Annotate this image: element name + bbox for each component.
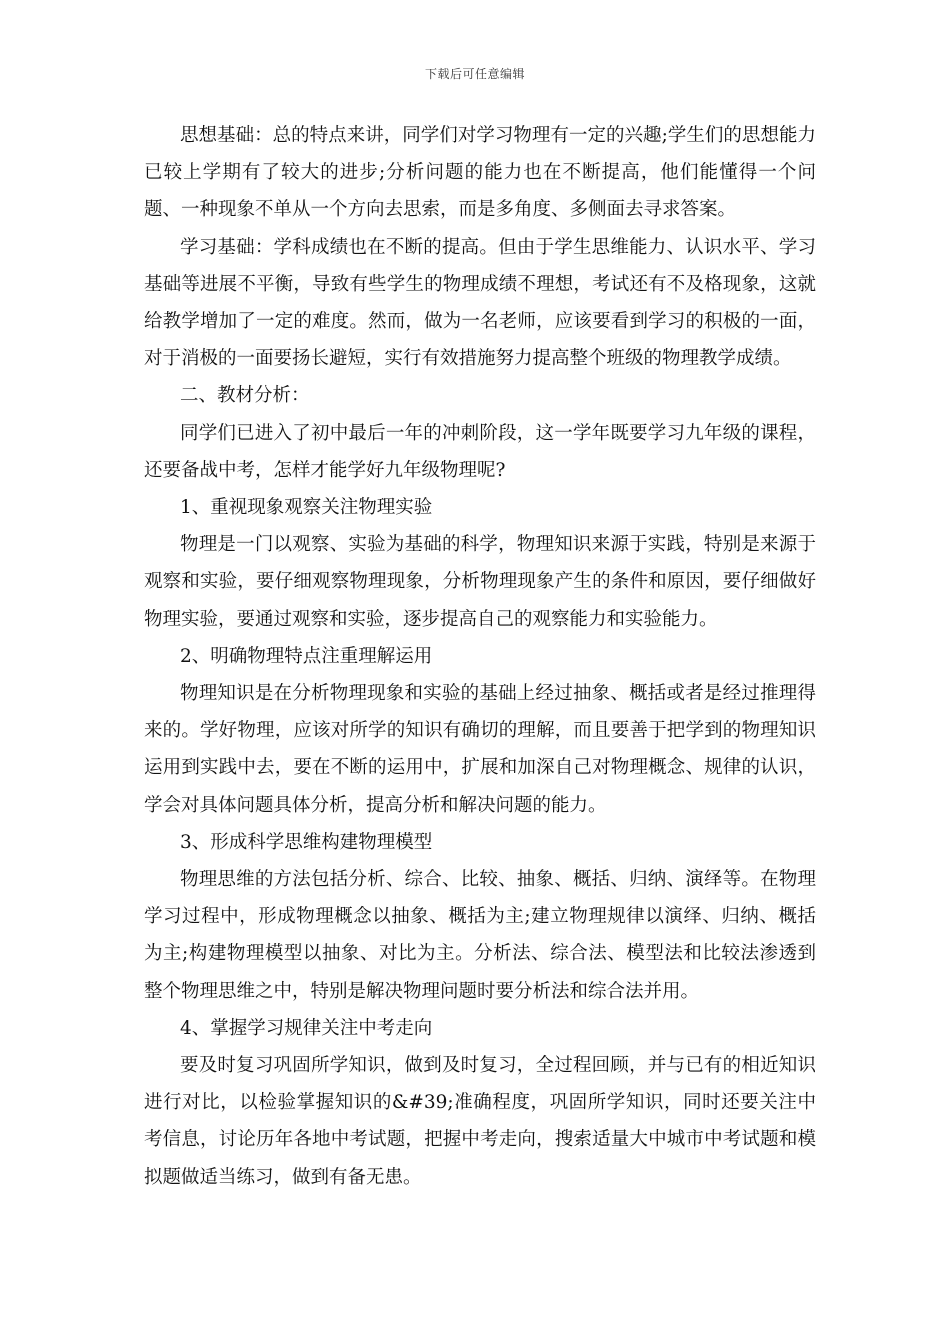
- paragraph-ideological-basis: 思想基础：总的特点来讲，同学们对学习物理有一定的兴趣;学生们的思想能力已较上学期有了较大的进步;分析问题的能力也在不断提高，他们能懂得一个问题、一种现象不单从一个方向去思索，而是多角度、多侧面去寻求答案。: [144, 125, 816, 221]
- subheading-3: 3、形成科学思维构建物理模型: [180, 831, 433, 853]
- subheading-4: 4、掌握学习规律关注中考走向: [180, 1017, 433, 1039]
- paragraph-4: 要及时复习巩固所学知识，做到及时复习，全过程回顾，并与已有的相近知识进行对比，以检验掌握知识的&#39;准确程度，巩固所学知识，同时还要关注中考信息，讨论历年各地中考试题，把握中考走向，搜索适量大中城市中考试题和模拟题做适当练习，做到有备无患。: [144, 1055, 816, 1188]
- page-header: 下载后可任意编辑: [424, 67, 525, 81]
- paragraph-intro: 同学们已进入了初中最后一年的冲刺阶段，这一学年既要学习九年级的课程，还要备战中考，怎样才能学好九年级物理呢?: [144, 422, 816, 481]
- subheading-2: 2、明确物理特点注重理解运用: [180, 645, 433, 667]
- paragraph-3: 物理思维的方法包括分析、综合、比较、抽象、概括、归纳、演绎等。在物理学习过程中，形成物理概念以抽象、概括为主;建立物理规律以演绎、归纳、概括为主;构建物理模型以抽象、对比为主。分析法、综合法、模型法和比较法渗透到整个物理思维之中，特别是解决物理问题时要分析法和综合法并用。: [144, 869, 816, 1002]
- document-body: [144, 117, 816, 1196]
- section-heading-textbook-analysis: 二、教材分析：: [180, 385, 310, 407]
- paragraph-1: 物理是一门以观察、实验为基础的科学，物理知识来源于实践，特别是来源于观察和实验，要仔细观察物理现象，分析物理现象产生的条件和原因，要仔细做好物理实验，要通过观察和实验，逐步提高自己的观察能力和实验能力。: [144, 534, 816, 630]
- subheading-1: 1、重视现象观察关注物理实验: [180, 497, 433, 519]
- paragraph-2: 物理知识是在分析物理现象和实验的基础上经过抽象、概括或者是经过推理得来的。学好物理，应该对所学的知识有确切的理解，而且要善于把学到的物理知识运用到实践中去，要在不断的运用中，扩展和加深自己对物理概念、规律的认识，学会对具体问题具体分析，提高分析和解决问题的能力。: [144, 683, 816, 816]
- paragraph-learning-basis: 学习基础：学科成绩也在不断的提高。但由于学生思维能力、认识水平、学习基础等进展不平衡，导致有些学生的物理成绩不理想，考试还有不及格现象，这就给教学增加了一定的难度。然而，做为一名老师，应该要看到学习的积极的一面，对于消极的一面要扬长避短，实行有效措施努力提高整个班级的物理教学成绩。: [144, 236, 816, 370]
